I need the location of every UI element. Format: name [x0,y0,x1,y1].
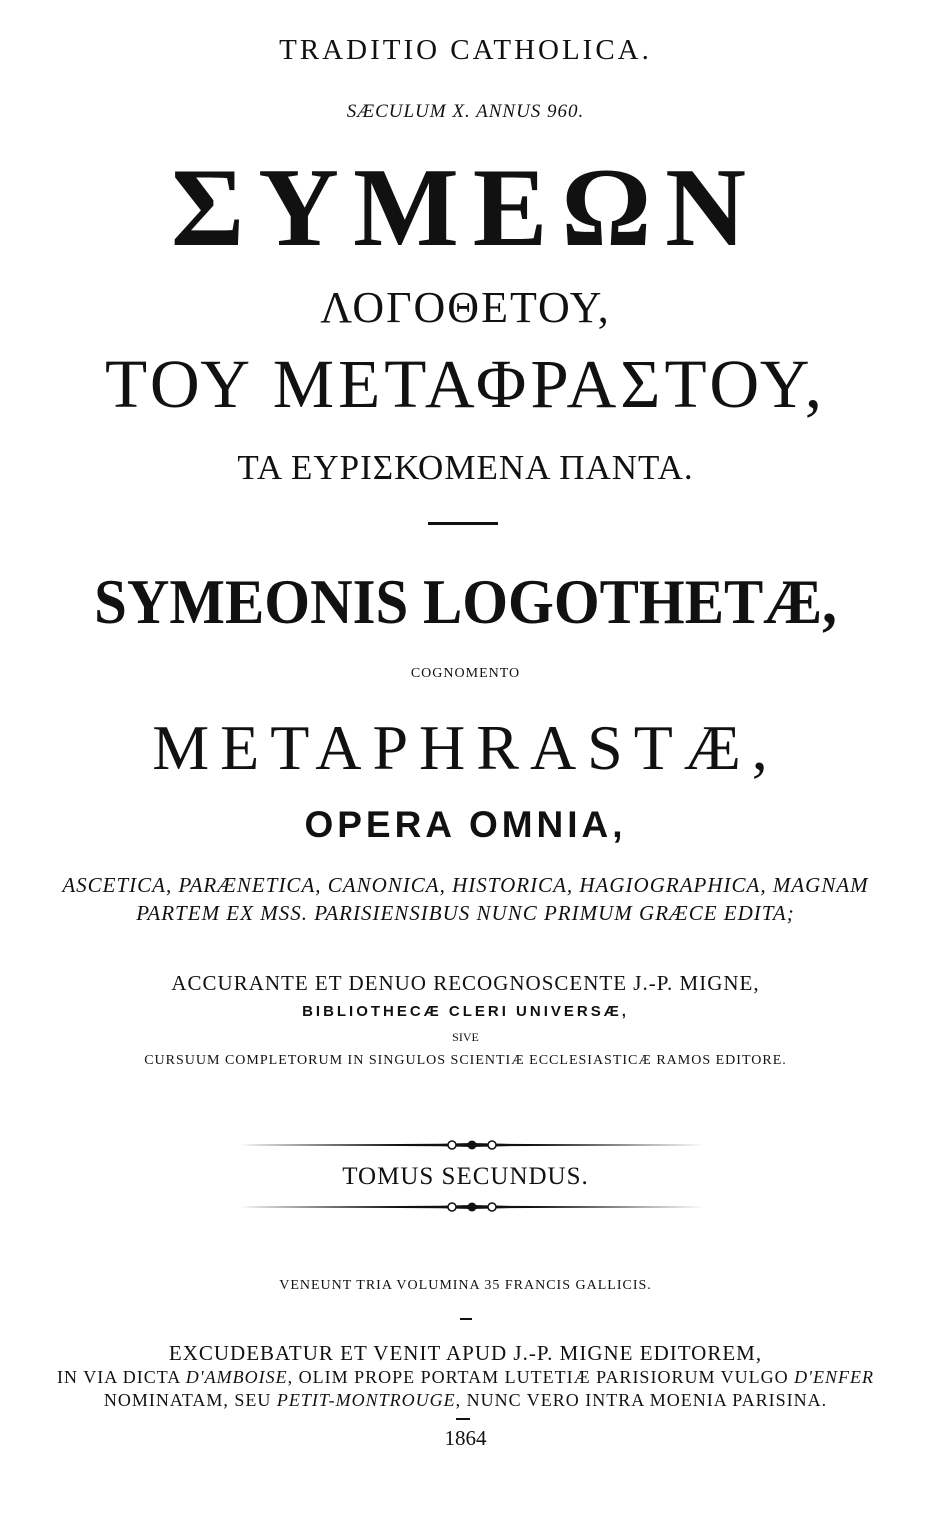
address-amboise: D'AMBOISE [185,1367,288,1387]
latin-author-name: SYMEONIS LOGOTHETÆ, [94,566,837,637]
century-line: SÆCULUM X. ANNUS 960. [346,101,585,122]
description-line-2: PARTEM EX MSS. PARISIENSIBUS NUNC PRIMUM GRÆCE EDITA; [136,901,795,925]
address-petit-montrouge: PETIT-MONTROUGE [276,1390,456,1410]
greek-logothetou: ΛΟΓΟΘΕΤΟΥ, [320,283,611,332]
address-enfer: D'ENFER [794,1367,874,1387]
address-text-4: , NUNC VERO INTRA MOENIA PARISINA. [455,1390,828,1410]
publication-year: 1864 [444,1426,487,1450]
cognomento-label: COGNOMENTO [410,666,521,681]
volume-label: TOMUS SECUNDUS. [342,1163,589,1190]
price-line: VENEUNT TRIA VOLUMINA 35 FRANCIS GALLICIS. [279,1278,652,1293]
ornamental-rule-top [240,1138,705,1152]
address-text-3: NOMINATAM, SEU [103,1390,277,1410]
description-line-1: ASCETICA, PARÆNETICA, CANONICA, HISTORICA, HAGIOGRAPHICA, MAGNAM [62,873,869,897]
sive-line: SIVE [452,1030,479,1044]
address-line-2 [0,1391,931,1409]
bibliotheca-line: BIBLIOTHECÆ CLERI UNIVERSÆ, [302,1003,629,1020]
address-text-1: IN VIA DICTA [57,1367,186,1387]
greek-works-line: ΤΑ ΕΥΡΙΣΚΟΜΕΝΑ ΠΑΝΤΑ. [237,448,694,487]
greek-metaphrastou: ΤΟΥ ΜΕΤΑΦΡΑΣΤΟΥ, [104,346,827,422]
greek-author-name: ΣΥΜΕΩΝ [170,146,761,270]
latin-metaphrastae: METAPHRASTÆ, [152,712,779,783]
series-header: TRADITIO CATHOLICA. [279,34,652,66]
cursuum-line: CURSUUM COMPLETORUM IN SINGULOS SCIENTIÆ ECCLESIASTICÆ RAMOS EDITORE. [144,1053,787,1068]
short-divider-rule [428,522,498,525]
publisher-line: EXCUDEBATUR ET VENIT APUD J.-P. MIGNE EDITOREM, [168,1341,763,1365]
address-text-2: , OLIM PROPE PORTAM LUTETIÆ PARISIORUM VULGO [287,1367,795,1387]
small-dash-2 [456,1418,470,1420]
address-line-1 [0,1368,931,1386]
ornamental-rule-bottom [240,1200,705,1214]
small-dash-1 [460,1318,472,1320]
editor-line: ACCURANTE ET DENUO RECOGNOSCENTE J.-P. MIGNE, [171,971,760,995]
opera-omnia-heading: OPERA OMNIA, [304,804,627,845]
